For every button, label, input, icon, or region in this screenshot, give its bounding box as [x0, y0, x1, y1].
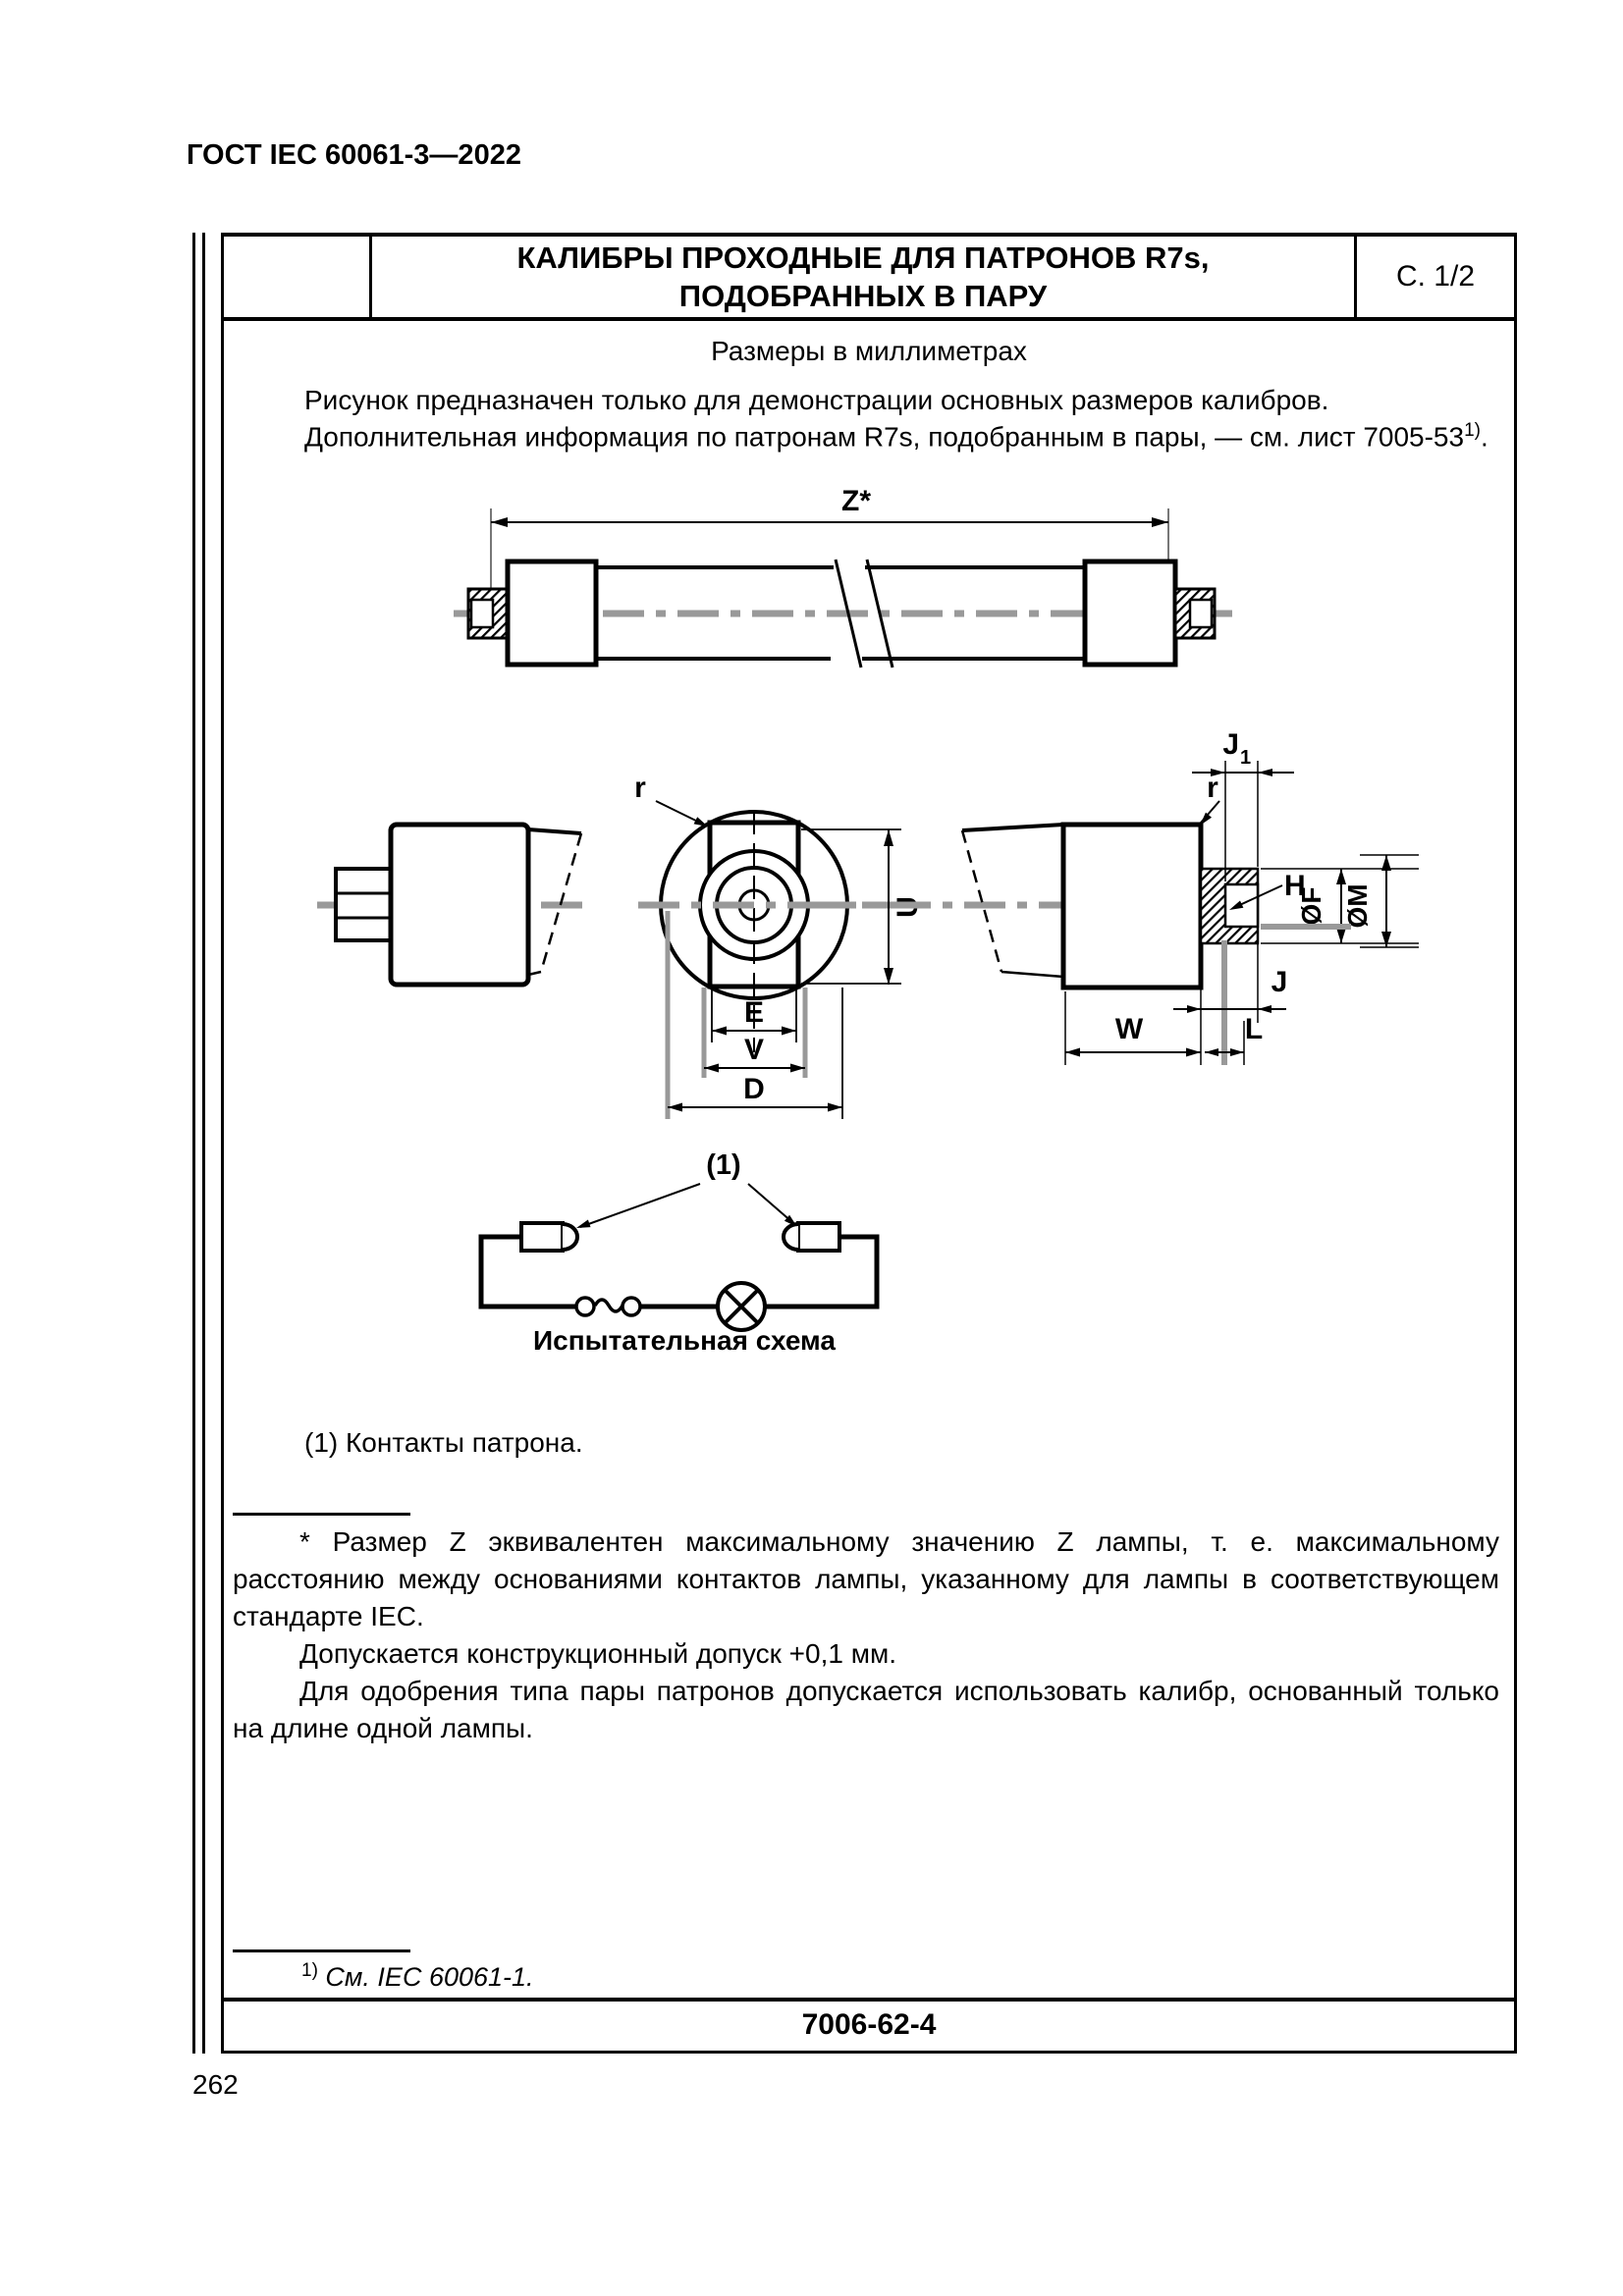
dim-label-e: E — [743, 996, 765, 1029]
intro-line2-text: Дополнительная информация по патронам R7s, подобранным в пары, — см. лист 7005-53 — [304, 421, 1465, 453]
right-contact-symbol — [798, 1223, 839, 1251]
intro-line1: Рисунок предназначен только для демонстрации основных размеров калибров. — [304, 385, 1329, 415]
dim-label-z: Z* — [841, 485, 871, 517]
lamp-left-cap — [508, 561, 596, 665]
circuit-caption: Испытательная схема — [533, 1325, 836, 1356]
contact-legend: (1) Контакты патрона. — [304, 1427, 583, 1458]
gauge-body — [391, 825, 528, 985]
sheet-title-line1: КАЛИБРЫ ПРОХОДНЫЕ ДЛЯ ПАТРОНОВ R7s, — [516, 240, 1210, 275]
doc-header: ГОСТ IEC 60061-3—2022 — [187, 139, 521, 171]
dim-label-om: ØM — [1342, 883, 1373, 929]
footnote-rule — [233, 1513, 410, 1516]
lamp-side-view — [454, 485, 1232, 667]
contact-callout: (1) — [706, 1149, 741, 1181]
sheet-page-ref: С. 1/2 — [1395, 260, 1476, 293]
sheet-title-line2: ПОДОБРАННЫХ В ПАРУ — [678, 279, 1048, 313]
dim-label-of: ØF — [1296, 886, 1326, 926]
footnote-ref-text: См. IEC 60061-1. — [325, 1962, 534, 1992]
footnote-ref-mark: 1) — [301, 1960, 318, 1981]
page-number: 262 — [192, 2069, 239, 2100]
dim-label-r: r — [634, 772, 646, 804]
test-circuit — [481, 1149, 877, 1356]
units-note: Размеры в миллиметрах — [711, 336, 1027, 366]
footnote-ref-rule — [233, 1949, 410, 1952]
dim-label-j1-sub: 1 — [1240, 747, 1252, 769]
lamp-right-cap — [1085, 561, 1175, 665]
ac-source-terminal — [576, 1298, 594, 1315]
section-body — [1063, 825, 1201, 988]
ac-source-icon — [595, 1300, 622, 1311]
dim-label-h: H — [1284, 870, 1306, 902]
intro-line2-footnote-mark: 1) — [1464, 420, 1481, 441]
sheet-number: 7006-62-4 — [801, 2008, 937, 2041]
footnote-ref — [301, 1960, 534, 1993]
footnote-asterisk — [233, 1523, 1499, 1747]
gauge-pin — [336, 869, 391, 940]
dim-label-w: W — [1114, 1013, 1144, 1045]
dim-label-j1: J — [1222, 728, 1239, 761]
dim-label-v: V — [743, 1034, 765, 1066]
dim-label-d: D — [743, 1073, 765, 1105]
gauge-side-view — [317, 825, 594, 985]
intro-line2-period: . — [1480, 421, 1488, 453]
dim-label-r2: r — [1207, 772, 1218, 804]
gauge-front-view — [634, 772, 924, 1119]
footnote-paragraph-2: Допускается конструкционный допуск +0,1 мм. — [299, 1638, 897, 1669]
left-contact-symbol — [521, 1223, 563, 1251]
dim-label-l: L — [1244, 1013, 1264, 1045]
dim-label-j: J — [1271, 966, 1288, 998]
footnote-paragraph-3: Для одобрения типа пары патронов допускается использовать калибр, основанный только на длине одной лампы. — [233, 1676, 1499, 1743]
dim-label-u: U — [892, 896, 924, 918]
footnote-paragraph-1: * Размер Z эквивалентен максимальному значению Z лампы, т. е. максимальному расстоянию между основаниями контактов лампы, указанному для лампы в соответствующем стандарте IEC. — [233, 1526, 1499, 1631]
